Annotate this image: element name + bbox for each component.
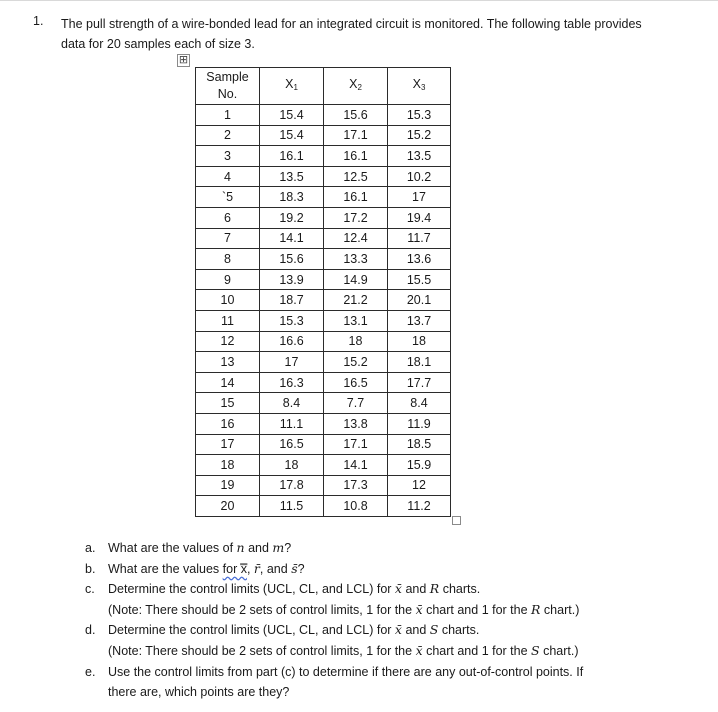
cell-sample-no: 3 <box>196 146 260 167</box>
cell-x2: 21.2 <box>324 290 388 311</box>
cell-x1: 16.3 <box>260 372 324 393</box>
cell-sample-no: 16 <box>196 413 260 434</box>
part-b-text <box>108 559 705 580</box>
data-table <box>195 67 451 517</box>
cell-x3: 13.6 <box>388 249 451 270</box>
cell-x1: 17 <box>260 352 324 373</box>
part-d-n2: chart and 1 for the <box>422 643 532 658</box>
cell-x2: 17.1 <box>324 125 388 146</box>
cell-x3: 15.9 <box>388 455 451 476</box>
cell-sample-no: 15 <box>196 393 260 414</box>
table-header-row <box>196 68 451 105</box>
header-x3-base: X <box>412 77 421 91</box>
cell-x3: 18 <box>388 331 451 352</box>
part-d-letter: d. <box>85 623 96 638</box>
cell-x3: 20.1 <box>388 290 451 311</box>
cell-x1: 19.2 <box>260 207 324 228</box>
part-d-xbar: x̄ <box>394 622 402 638</box>
cell-x1: 18.3 <box>260 187 324 208</box>
table-move-handle-icon[interactable]: ⊞ <box>178 54 189 66</box>
cell-x3: 12 <box>388 475 451 496</box>
cell-x3: 19.4 <box>388 207 451 228</box>
cell-x2: 7.7 <box>324 393 388 414</box>
cell-x2: 13.3 <box>324 249 388 270</box>
part-a-t3: ? <box>284 541 292 555</box>
part-a-n: n <box>236 540 245 555</box>
cell-x3: 10.2 <box>388 166 451 187</box>
cell-sample-no: `5 <box>196 187 260 208</box>
part-c-n2: chart and 1 for the <box>422 602 532 617</box>
table-row <box>196 146 451 167</box>
header-x1 <box>260 68 324 105</box>
table-row <box>196 413 451 434</box>
cell-x1: 13.9 <box>260 269 324 290</box>
part-c-t2: and <box>401 582 430 597</box>
cell-x1: 16.6 <box>260 331 324 352</box>
part-d-n1: (Note: There should be 2 sets of control limits, 1 for the <box>108 643 416 658</box>
part-b-sbar: s̄ <box>291 560 298 576</box>
table-row <box>196 207 451 228</box>
part-c-nxbar: x̄ <box>415 601 423 617</box>
table-row <box>196 290 451 311</box>
cell-x3: 8.4 <box>388 393 451 414</box>
cell-x2: 14.1 <box>324 455 388 476</box>
question-parts <box>85 538 705 703</box>
table-resize-handle[interactable] <box>452 516 461 525</box>
cell-x1: 15.6 <box>260 249 324 270</box>
cell-x2: 18 <box>324 331 388 352</box>
part-e <box>85 662 705 703</box>
header-x1-sub: 1 <box>293 83 298 92</box>
header-sample-line1: Sample <box>206 70 249 84</box>
part-c-t1: Determine the control limits (UCL, CL, and LCL) for <box>108 582 395 597</box>
table-row <box>196 187 451 208</box>
cell-x1: 8.4 <box>260 393 324 414</box>
part-b-rbar: r̄ <box>253 560 260 576</box>
cell-x2: 13.8 <box>324 413 388 434</box>
cell-x2: 17.1 <box>324 434 388 455</box>
part-c-xbar: x̄ <box>394 581 402 597</box>
cell-x2: 10.8 <box>324 496 388 517</box>
cell-x3: 11.7 <box>388 228 451 249</box>
header-x2-sub: 2 <box>357 83 362 92</box>
cell-x2: 15.6 <box>324 105 388 126</box>
cell-x1: 11.5 <box>260 496 324 517</box>
cell-x1: 16.1 <box>260 146 324 167</box>
cell-sample-no: 10 <box>196 290 260 311</box>
part-d-t3: charts. <box>438 623 480 638</box>
part-c-t3: charts. <box>439 582 481 597</box>
cell-sample-no: 19 <box>196 475 260 496</box>
cell-x3: 15.5 <box>388 269 451 290</box>
table-row <box>196 475 451 496</box>
part-a-letter: a. <box>85 541 96 555</box>
cell-sample-no: 7 <box>196 228 260 249</box>
cell-x3: 17 <box>388 187 451 208</box>
cell-x1: 17.8 <box>260 475 324 496</box>
part-d-nxbar: x̄ <box>415 642 423 658</box>
cell-x2: 13.1 <box>324 310 388 331</box>
part-b-letter: b. <box>85 561 96 576</box>
cell-x1: 18.7 <box>260 290 324 311</box>
cell-x1: 14.1 <box>260 228 324 249</box>
cell-x2: 12.5 <box>324 166 388 187</box>
cell-x2: 16.1 <box>324 187 388 208</box>
cell-x1: 15.3 <box>260 310 324 331</box>
header-x3 <box>388 68 451 105</box>
table-row <box>196 455 451 476</box>
cell-x3: 13.5 <box>388 146 451 167</box>
part-e-letter: e. <box>85 664 96 679</box>
part-c-text <box>108 579 705 600</box>
part-d-chart: S <box>429 622 439 638</box>
cell-sample-no: 1 <box>196 105 260 126</box>
cell-sample-no: 8 <box>196 249 260 270</box>
part-d-t1: Determine the control limits (UCL, CL, and LCL) for <box>108 623 395 638</box>
part-a-t1: What are the values of <box>108 541 237 555</box>
part-e-line1: Use the control limits from part (c) to determine if there are any out-of-control points. If <box>108 664 584 679</box>
part-d-text <box>108 620 705 641</box>
part-a-text <box>108 538 705 559</box>
cell-x1: 11.1 <box>260 413 324 434</box>
cell-sample-no: 17 <box>196 434 260 455</box>
header-sample-line2: No. <box>217 87 238 101</box>
cell-sample-no: 14 <box>196 372 260 393</box>
part-b-t3: , and <box>259 561 292 576</box>
cell-x2: 16.5 <box>324 372 388 393</box>
table-row <box>196 228 451 249</box>
part-a-m: m <box>272 540 285 555</box>
table-row <box>196 310 451 331</box>
cell-sample-no: 2 <box>196 125 260 146</box>
page-top-border <box>0 0 718 1</box>
header-x1-base: X <box>285 77 294 91</box>
cell-sample-no: 4 <box>196 166 260 187</box>
cell-x1: 13.5 <box>260 166 324 187</box>
part-a <box>85 538 705 559</box>
part-b-t1: What are the values <box>108 561 223 576</box>
cell-x3: 13.7 <box>388 310 451 331</box>
part-d-note <box>108 641 705 662</box>
table-row <box>196 434 451 455</box>
table-row <box>196 105 451 126</box>
cell-sample-no: 9 <box>196 269 260 290</box>
header-x2 <box>324 68 388 105</box>
part-e-line2: there are, which points are they? <box>108 685 290 700</box>
cell-sample-no: 6 <box>196 207 260 228</box>
question-text: The pull strength of a wire-bonded lead for an integrated circuit is monitored. The following table provides data for 20 samples each of size 3. <box>61 17 642 51</box>
part-c-n1: (Note: There should be 2 sets of control limits, 1 for the <box>108 602 416 617</box>
cell-x3: 17.7 <box>388 372 451 393</box>
part-c-n3: chart.) <box>540 602 580 617</box>
cell-x2: 14.9 <box>324 269 388 290</box>
part-d-nchart: S <box>531 642 540 658</box>
cell-x2: 17.2 <box>324 207 388 228</box>
part-c-chart: R <box>429 581 440 597</box>
cell-x2: 12.4 <box>324 228 388 249</box>
part-c-nchart: R <box>531 601 541 617</box>
cell-x1: 16.5 <box>260 434 324 455</box>
cell-sample-no: 12 <box>196 331 260 352</box>
part-d <box>85 620 705 661</box>
cell-sample-no: 20 <box>196 496 260 517</box>
table-row <box>196 166 451 187</box>
table-body <box>196 105 451 517</box>
table-row <box>196 269 451 290</box>
cell-x2: 16.1 <box>324 146 388 167</box>
cell-sample-no: 11 <box>196 310 260 331</box>
cell-sample-no: 13 <box>196 352 260 373</box>
table-row <box>196 496 451 517</box>
cell-x3: 11.9 <box>388 413 451 434</box>
part-d-n3: chart.) <box>539 643 579 658</box>
cell-x3: 15.2 <box>388 125 451 146</box>
cell-x3: 18.1 <box>388 352 451 373</box>
part-d-t2: and <box>401 623 430 638</box>
part-c-note <box>108 600 705 621</box>
table-row <box>196 393 451 414</box>
table-row <box>196 372 451 393</box>
question-number: 1. <box>33 14 44 28</box>
cell-x1: 15.4 <box>260 125 324 146</box>
part-b-t2: , <box>246 561 254 576</box>
cell-x2: 15.2 <box>324 352 388 373</box>
part-b-spellcheck-span[interactable]: for x̿ <box>222 561 247 576</box>
header-x2-base: X <box>349 77 358 91</box>
header-sample-no <box>196 68 260 105</box>
cell-x2: 17.3 <box>324 475 388 496</box>
part-c-letter: c. <box>85 582 95 597</box>
header-x3-sub: 3 <box>420 83 426 92</box>
cell-x3: 15.3 <box>388 105 451 126</box>
cell-x1: 18 <box>260 455 324 476</box>
table-row <box>196 249 451 270</box>
cell-x1: 15.4 <box>260 105 324 126</box>
cell-x3: 18.5 <box>388 434 451 455</box>
part-b-t4: ? <box>297 561 305 576</box>
cell-sample-no: 18 <box>196 455 260 476</box>
cell-x3: 11.2 <box>388 496 451 517</box>
part-c <box>85 579 705 620</box>
table-row <box>196 125 451 146</box>
part-a-t2: and <box>244 541 273 555</box>
table-row <box>196 331 451 352</box>
table-row <box>196 352 451 373</box>
part-b <box>85 559 705 580</box>
